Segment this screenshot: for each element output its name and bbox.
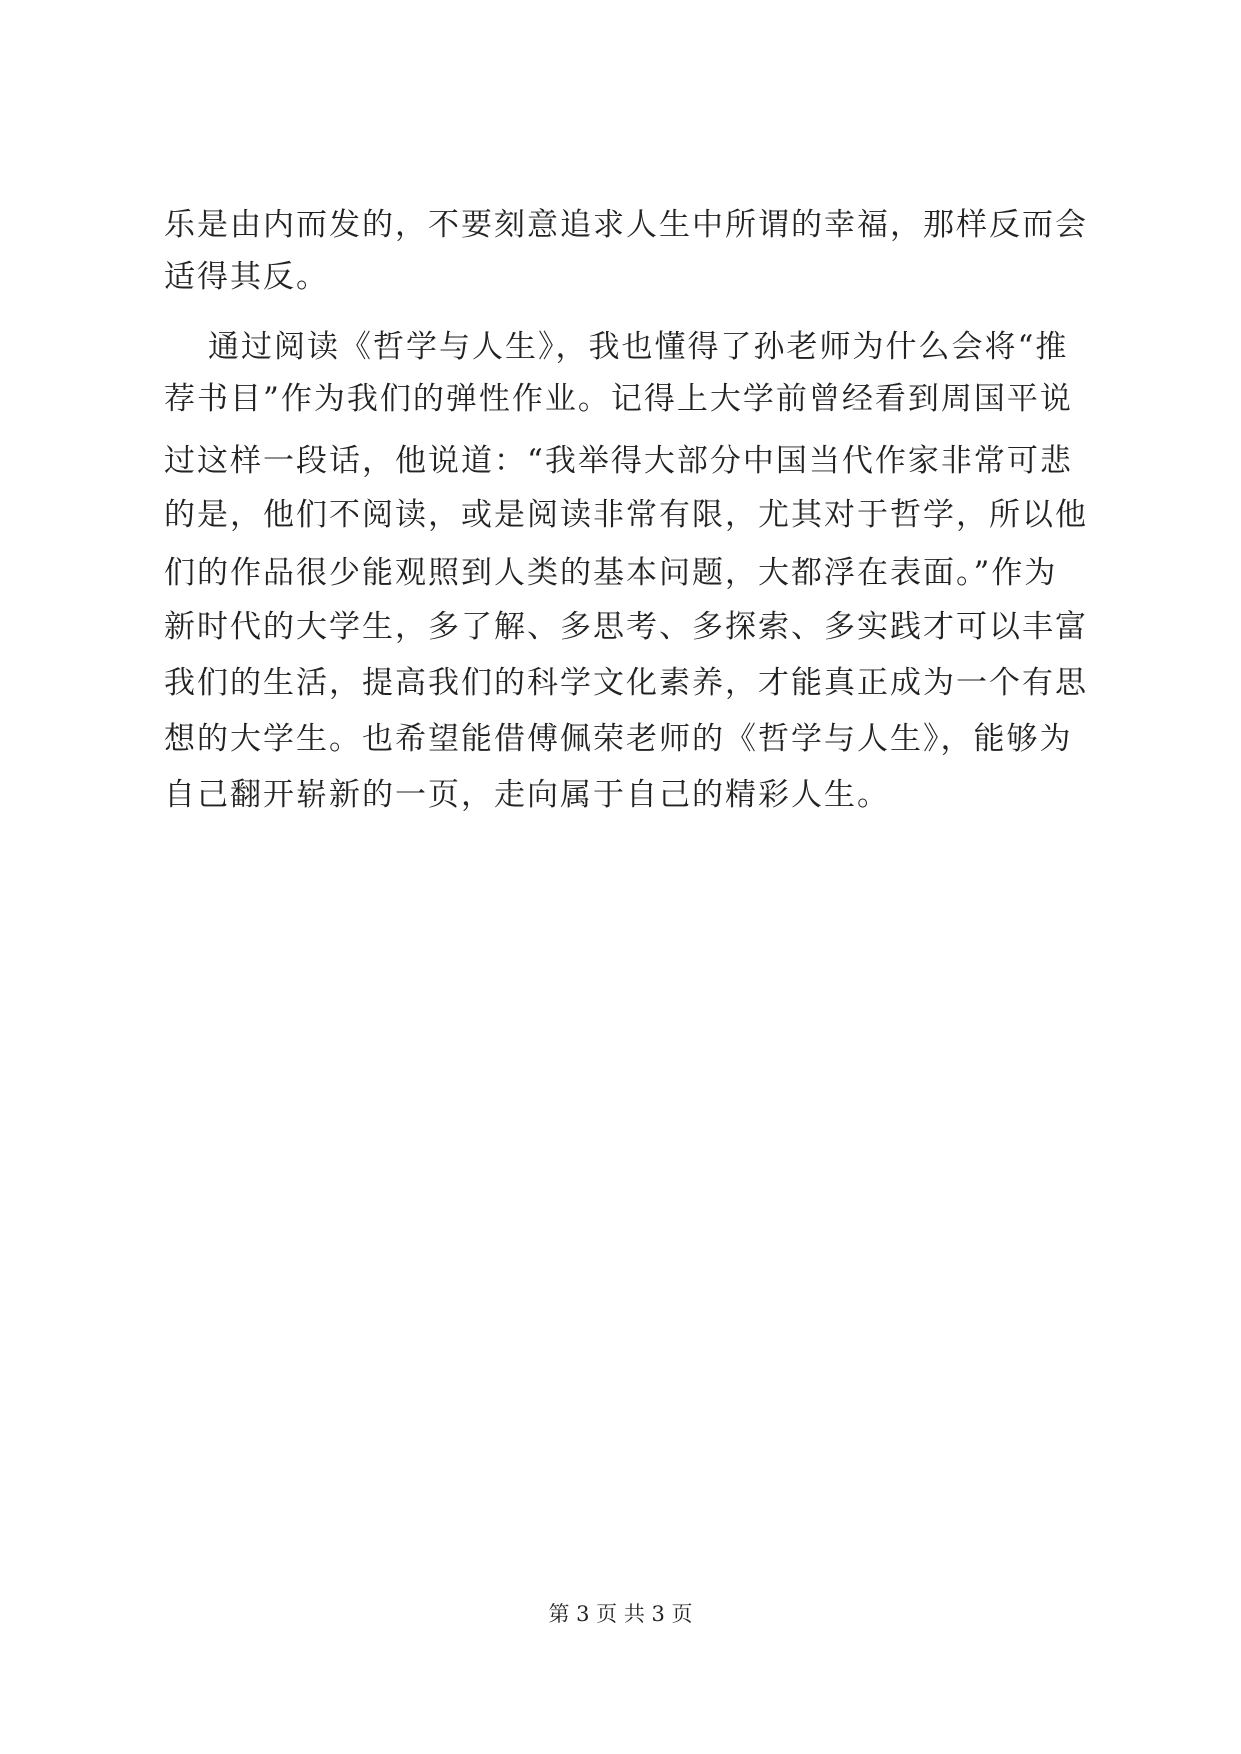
text-line: 的是，他们不阅读，或是阅读非常有限，尤其对于哲学，所以他: [164, 497, 1088, 533]
text-line: 荐书目”作为我们的弹性作业。记得上大学前曾经看到周国平说: [164, 381, 1073, 417]
text-line: 我们的生活，提高我们的科学文化素养，才能真正成为一个有思: [164, 665, 1088, 701]
text-line: 适得其反。: [164, 259, 329, 295]
text-line: 新时代的大学生，多了解、多思考、多探索、多实践才可以丰富: [164, 609, 1088, 645]
page-number-footer: 第 3 页 共 3 页: [548, 1602, 693, 1626]
text-line: 自己翻开崭新的一页，走向属于自己的精彩人生。: [164, 777, 890, 813]
text-line: 乐是由内而发的，不要刻意追求人生中所谓的幸福，那样反而会: [164, 207, 1088, 243]
text-line: 想的大学生。也希望能借傅佩荣老师的《哲学与人生》，能够为: [164, 721, 1073, 757]
paragraph-first-line: 通过阅读《哲学与人生》，我也懂得了孙老师为什么会将“推: [208, 329, 1069, 365]
text-line: 们的作品很少能观照到人类的基本问题，大都浮在表面。”作为: [164, 555, 1058, 591]
text-line: 过这样一段话，他说道：“我举得大部分中国当代作家非常可悲: [164, 443, 1073, 479]
